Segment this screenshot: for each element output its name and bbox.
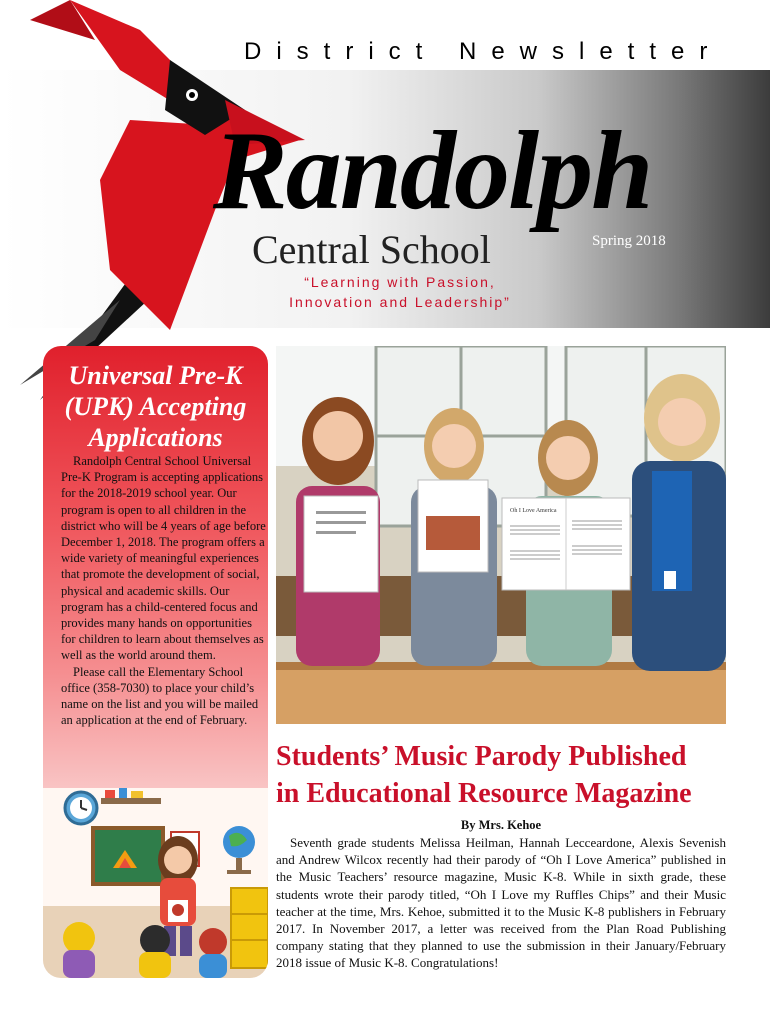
school-motto bbox=[250, 272, 550, 312]
article-body: Seventh grade students Melissa Heilman, Hannah Lecceardone, Alexis Sevenish and Andrew Wilcox recently had their parody of “Oh I Love America” published in the Music Teachers’ resource magazine, Music K-8. While in sixth grade, these students wrote their parody titled, “Oh I Love my Ruffles Chips” and their Music teacher at the time, Mrs. Kehoe, submitted it to the Music K-8 publishers in February 2017. In November 2017, a letter was received from the Plan Road Publishing company stating that they planned to use the submission in their January/February 2018 issue of Music K-8. Congratulations! bbox=[276, 835, 726, 971]
sidebar-paragraph-1: Randolph Central School Universal Pre-K Program is accepting applications for the 2018-2019 school year. Our program is open to all children in the district who will be 4 years of age before December 1, 2018. The program offers a wide variety of meaningful experiences that promote the development of social, physical and academic skills. Our program has a child-centered focus and provides many hands on opportunities for children to learn about themselves as well as the world around them. bbox=[61, 454, 266, 663]
motto-line-1: “Learning with Passion, bbox=[304, 274, 496, 290]
students-photo bbox=[276, 346, 726, 724]
sheet-music-title: Oh I Love America bbox=[510, 508, 557, 514]
school-subtitle: Central School bbox=[252, 227, 491, 272]
issue-season: Spring 2018 bbox=[592, 233, 666, 249]
headline-line-1: Students’ Music Parody Published bbox=[276, 741, 687, 772]
article-headline bbox=[276, 738, 736, 812]
classroom-illustration bbox=[43, 788, 268, 978]
motto-line-2: Innovation and Leadership” bbox=[289, 294, 511, 310]
sidebar-title-line-3: Applications bbox=[88, 423, 223, 452]
headline-line-2: in Educational Resource Magazine bbox=[276, 778, 692, 809]
sidebar-title-line-1: Universal Pre-K bbox=[68, 361, 243, 390]
sidebar-title bbox=[43, 360, 268, 453]
upk-sidebar bbox=[43, 346, 268, 978]
sidebar-paragraph-2: Please call the Elementary School office (358-7030) to place your child’s name on the list and you will be mailed an application at the end of February. bbox=[61, 664, 259, 728]
sidebar-title-line-2: (UPK) Accepting bbox=[64, 392, 247, 421]
school-name-title: Randolph bbox=[213, 109, 652, 233]
article-byline: By Mrs. Kehoe bbox=[460, 818, 542, 832]
district-newsletter-label: District Newsletter bbox=[244, 38, 723, 65]
sidebar-body bbox=[61, 453, 266, 728]
